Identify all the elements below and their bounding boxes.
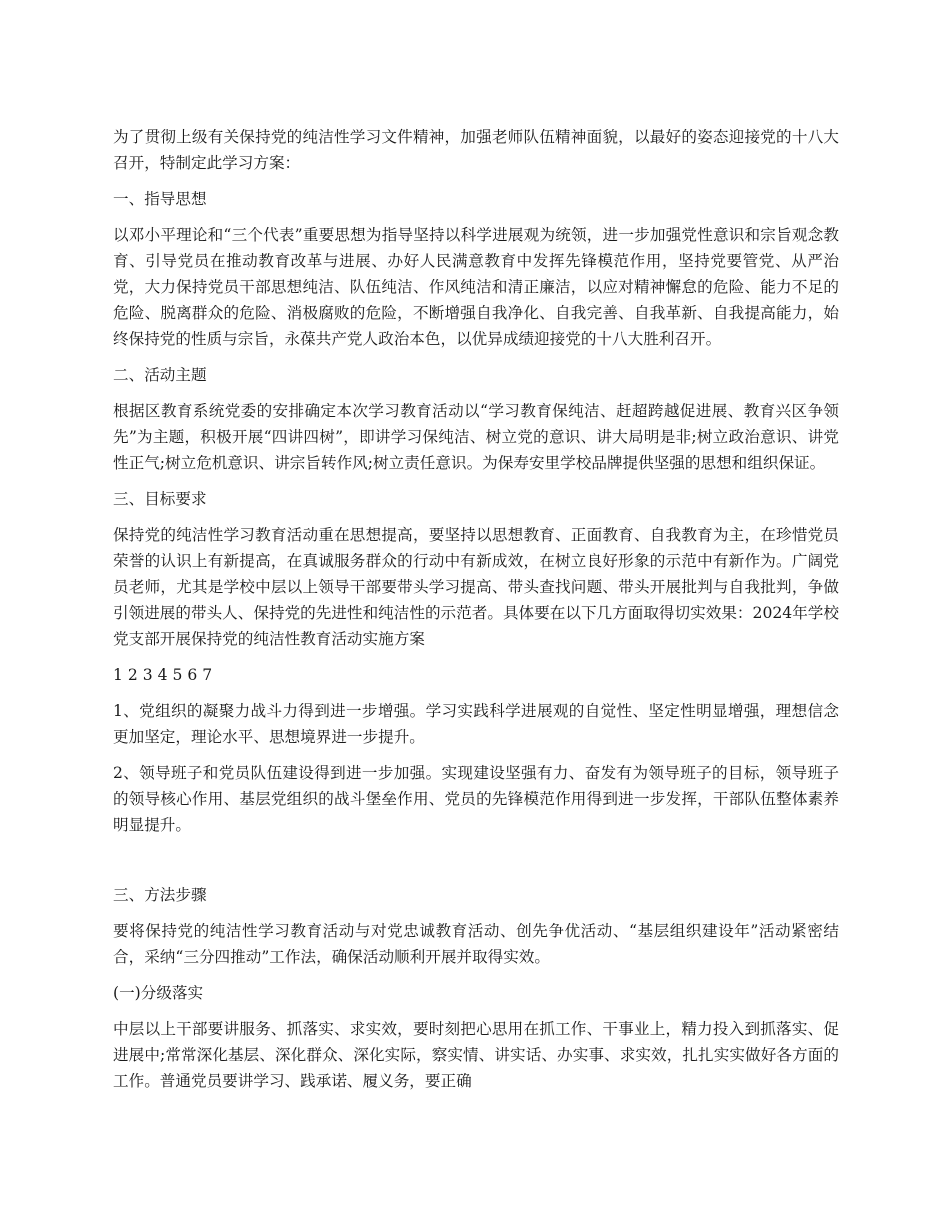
subsection-heading-graded-implementation: (一)分级落实 (113, 984, 204, 1002)
activity-theme-paragraph: 根据区教育系统党委的安排确定本次学习教育活动以“学习教育保纯洁、赶超跨越促进展、教育兴区争领先”为主题，积极开展“四讲四树”，即讲学习保纯洁、树立党的意识、讲大局明是非;树立政治意识、讲党性正气;树立危机意识、讲宗旨转作风;树立责任意识。为保寿安里学校品牌提供坚强的思想和组织保证。 (113, 402, 839, 472)
section-heading-methods: 三、方法步骤 (113, 886, 207, 904)
graded-implementation-paragraph: 中层以上干部要讲服务、抓落实、求实效，要时刻把心思用在抓工作、干事业上，精力投入到抓落实、促进展中;常常深化基层、深化群众、深化实际，察实情、讲实话、办实事、求实效，扎扎实实做好各方面的工作。普通党员要讲学习、践承诺、履义务，要正确 (113, 1020, 839, 1090)
section-heading-goals: 三、目标要求 (113, 490, 207, 508)
section-heading-activity-theme: 二、活动主题 (113, 366, 207, 384)
document-body (113, 124, 839, 1104)
page-numbers-line: 1 2 3 4 5 6 7 (113, 666, 213, 684)
goals-paragraph: 保持党的纯洁性学习教育活动重在思想提高，要坚持以思想教育、正面教育、自我教育为主，在珍惜党员荣誉的认识上有新提高，在真诚服务群众的行动中有新成效，在树立良好形象的示范中有新作为。广阔党员老师，尤其是学校中层以上领导干部要带头学习提高、带头查找问题、带头开展批判与自我批判，争做引领进展的带头人、保持党的先进性和纯洁性的示范者。具体要在以下几方面取得切实效果：2024年学校党支部开展保持党的纯洁性教育活动实施方案 (113, 526, 839, 648)
goal-item-1: 1、党组织的凝聚力战斗力得到进一步增强。学习实践科学进展观的自觉性、坚定性明显增强，理想信念更加坚定，理论水平、思想境界进一步提升。 (113, 702, 839, 746)
intro-paragraph: 为了贯彻上级有关保持党的纯洁性学习文件精神，加强老师队伍精神面貌，以最好的姿态迎接党的十八大召开，特制定此学习方案： (113, 128, 839, 172)
guiding-thought-paragraph: 以邓小平理论和“三个代表”重要思想为指导坚持以科学进展观为统领，进一步加强党性意识和宗旨观念教育、引导党员在推动教育改革与进展、办好人民满意教育中发挥先锋模范作用，坚持党要管党、从严治党，大力保持党员干部思想纯洁、队伍纯洁、作风纯洁和清正廉洁，以应对精神懈怠的危险、能力不足的危险、脱离群众的危险、消极腐败的危险，不断增强自我净化、自我完善、自我革新、自我提高能力，始终保持党的性质与宗旨，永葆共产党人政治本色，以优异成绩迎接党的十八大胜利召开。 (113, 226, 839, 348)
section-spacer (113, 848, 839, 882)
goal-item-2: 2、领导班子和党员队伍建设得到进一步加强。实现建设坚强有力、奋发有为领导班子的目标，领导班子的领导核心作用、基层党组织的战斗堡垒作用、党员的先锋模范作用得到进一步发挥，干部队伍整体素养明显提升。 (113, 764, 839, 834)
section-heading-guiding-thought: 一、指导思想 (113, 190, 207, 208)
methods-paragraph: 要将保持党的纯洁性学习教育活动与对党忠诚教育活动、创先争优活动、“基层组织建设年”活动紧密结合，采纳“三分四推动”工作法，确保活动顺利开展并取得实效。 (113, 922, 839, 966)
